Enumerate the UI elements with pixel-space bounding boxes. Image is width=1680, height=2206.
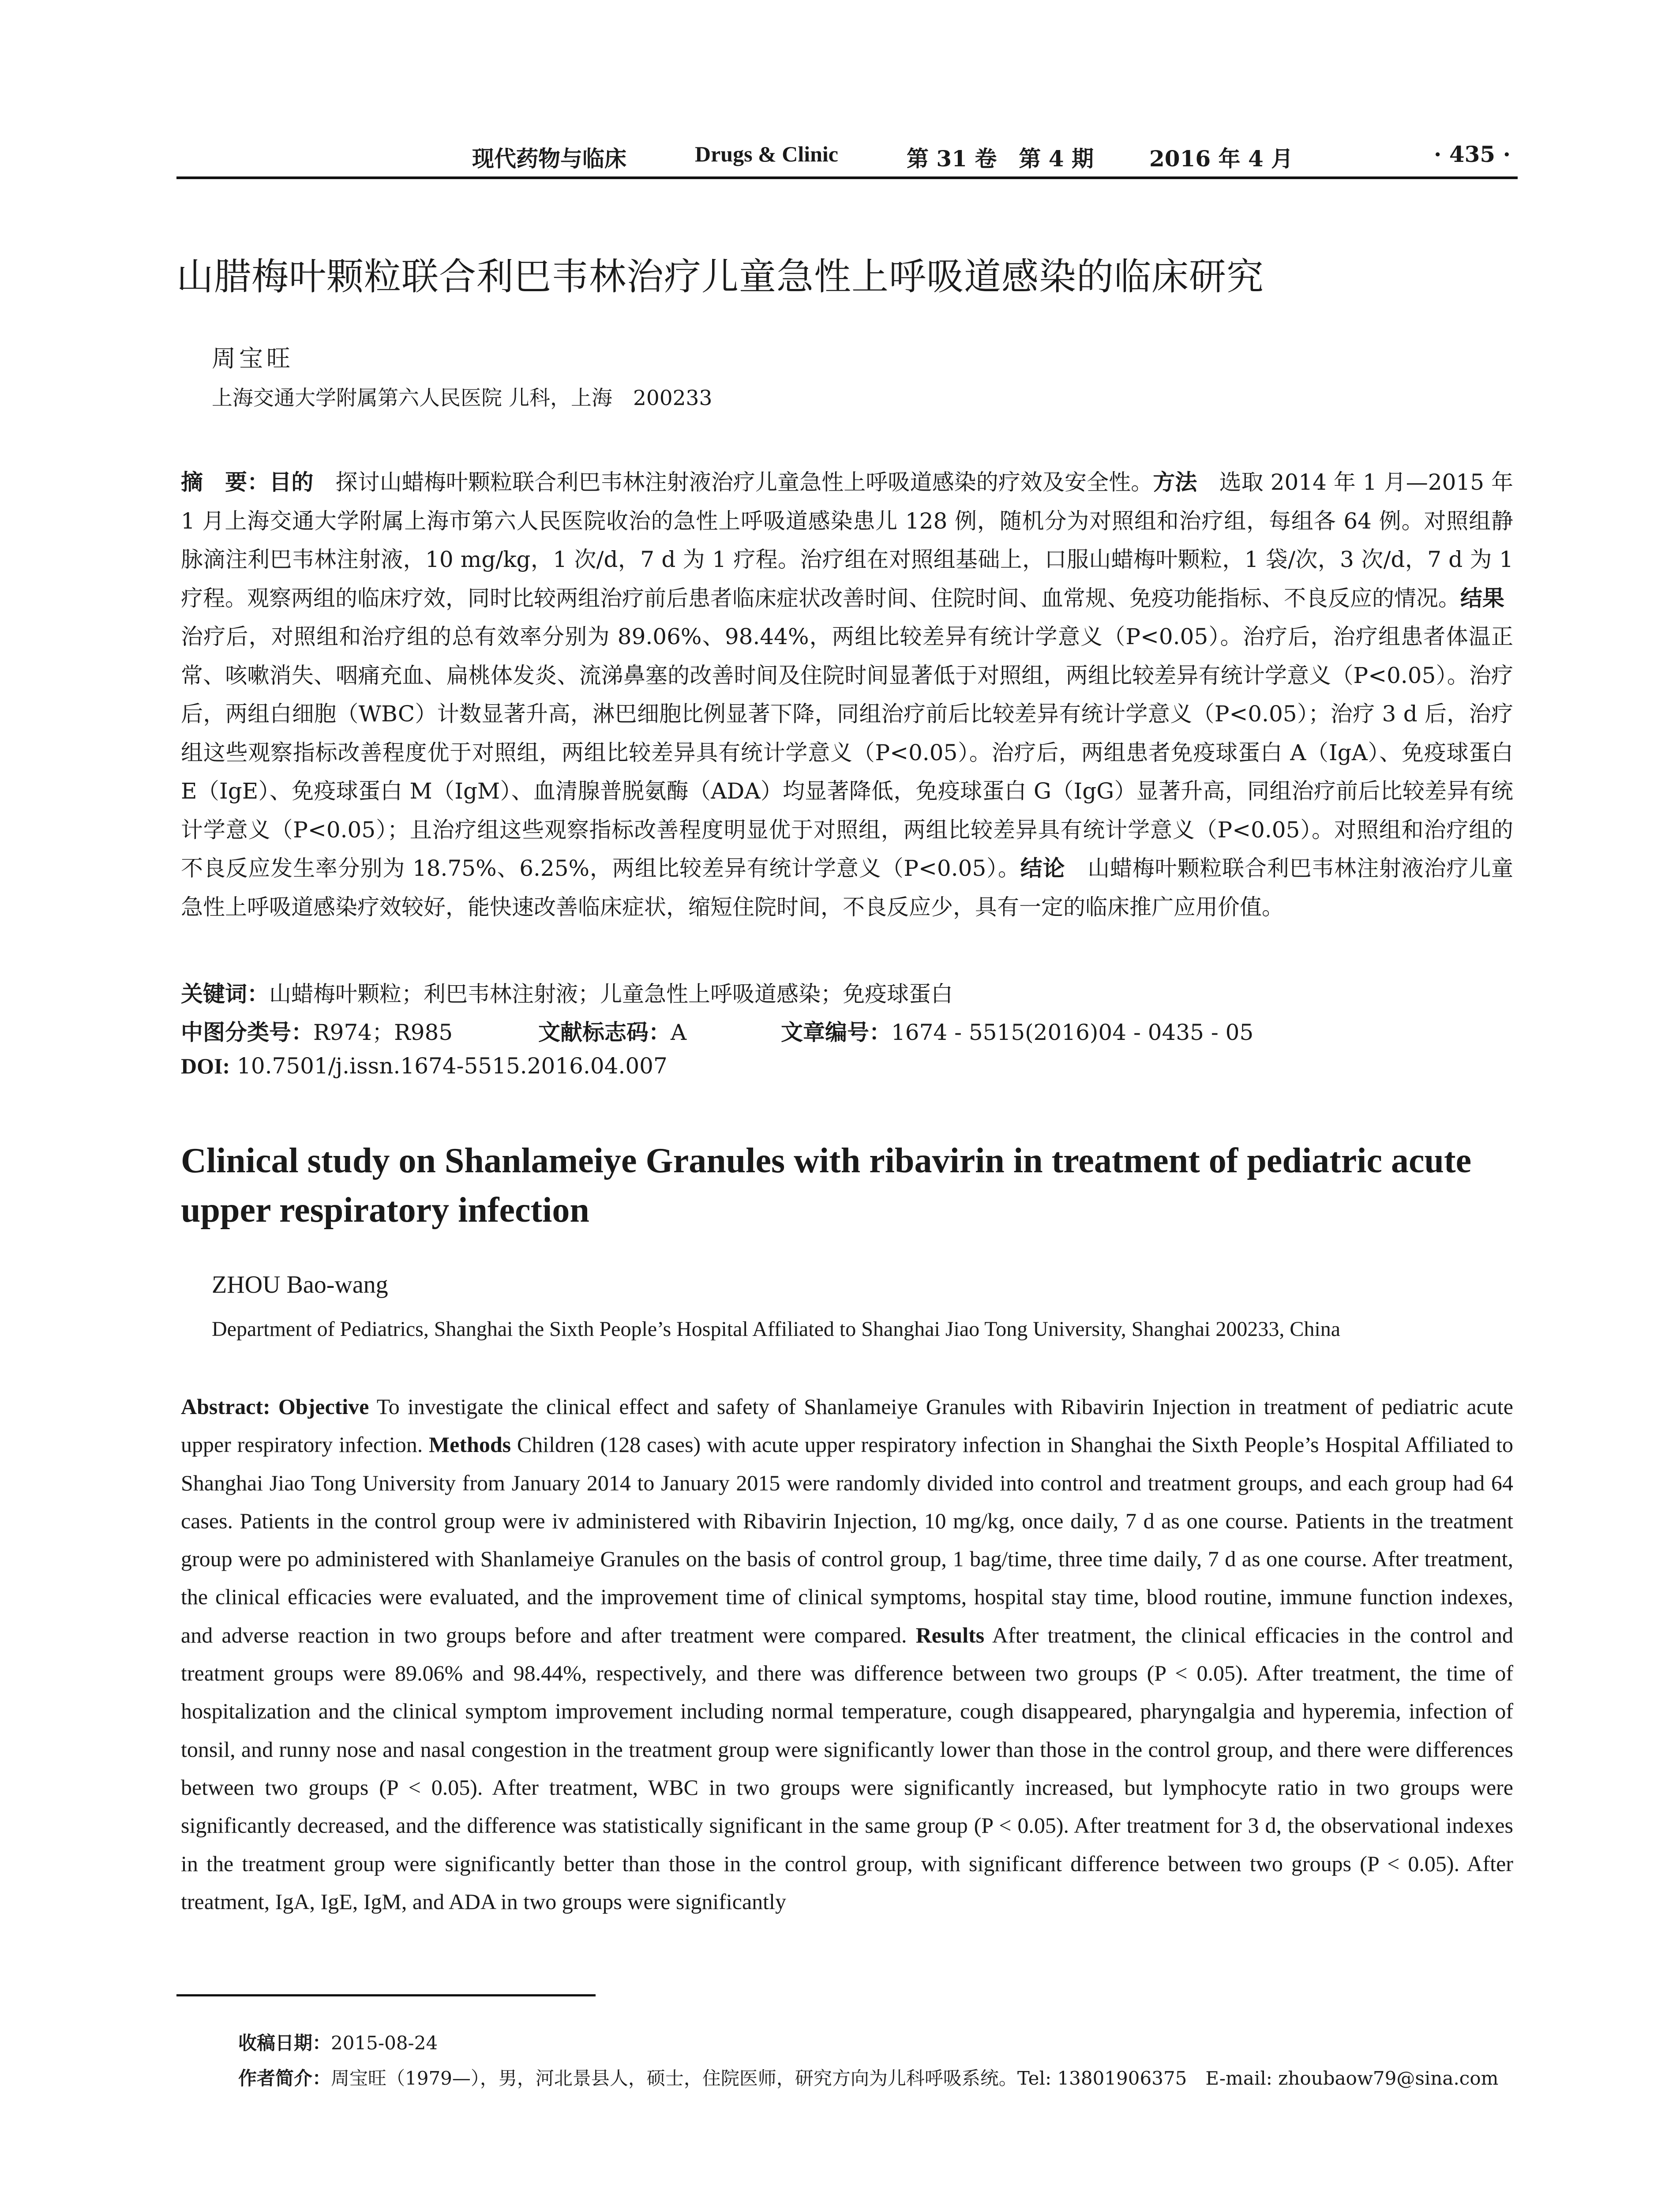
running-header <box>176 141 1518 176</box>
author-name-en: ZHOU Bao-wang <box>212 1271 388 1298</box>
footnote-rule <box>176 1994 596 1996</box>
received-date <box>238 2029 438 2055</box>
journal-name-en: Drugs & Clinic <box>695 142 838 166</box>
document-code <box>538 1015 686 1047</box>
results-text-en: After treatment, the clinical efficacies in the control and treatment groups were 89.06% and 98.44%, respectively, and there was difference between two groups (P < 0.05). After treatment, the time of hospitalization and the clinical symptom improvement including normal temperature, cough disappeared, pharyngalgia and hyperemia, infection of tonsil, and runny nose and nasal congestion in the treatment group were significantly lower than those in the control group, and there were differences between two groups (P < 0.05). After treatment, WBC in two groups were significantly increased, but lymphocyte ratio in two groups were significantly decreased, and the difference was statistically significant in the same group (P < 0.05). After treatment for 3 d, the observational indexes in the treatment group were significantly better than those in the control group, with significant difference between two groups (P < 0.05). After treatment, IgA, IgE, IgM, and ADA in two groups were significantly <box>181 1622 1513 1914</box>
results-label-en: Results <box>915 1622 985 1647</box>
paper-title-cn: 山腊梅叶颗粒联合利巴韦林治疗儿童急性上呼吸道感染的临床研究 <box>176 255 1264 298</box>
doc-code-label: 文献标志码： <box>538 1020 671 1045</box>
clc-value: R974；R985 <box>313 1020 453 1045</box>
issue-date: 2016 年 4 月 <box>1149 146 1294 172</box>
objective-label-en: Abstract: Objective <box>181 1394 369 1419</box>
author-name-cn: 周宝旺 <box>212 345 294 372</box>
results-label-cn: 结果 <box>1460 585 1504 611</box>
article-number-value: 1674 - 5515(2016)04 - 0435 - 05 <box>891 1020 1254 1045</box>
methods-text-en: Children (128 cases) with acute upper respiratory infection in Shanghai the Sixth People’s Hospital Affiliated to Shanghai Jiao Tong University from January 2014 to January 2015 were randomly divided into control and treatment groups, and each group had 64 cases. Patients in the control group were iv administered with Ribavirin Injection, 10 mg/kg, once daily, 7 d as one course. Patients in the treatment group were po administered with Shanlameiye Granules on the basis of control group, 1 bag/time, three time daily, 7 d as one course. After treatment, the clinical efficacies were evaluated, and the improvement time of clinical symptoms, hospital stay time, blood routine, immune function indexes, and adverse reaction in two groups before and after treatment were compared. <box>181 1432 1513 1647</box>
article-number-label: 文章编号： <box>781 1020 891 1045</box>
doi-value: 10.7501/j.issn.1674-5515.2016.04.007 <box>230 1053 668 1079</box>
author-bio-label: 作者简介： <box>238 2067 331 2089</box>
affiliation-cn: 上海交通大学附属第六人民医院 儿科，上海 200233 <box>212 386 712 410</box>
methods-label-cn: 方法 <box>1153 469 1197 495</box>
article-number <box>781 1015 1253 1047</box>
volume-issue: 第 31 卷 第 4 期 <box>907 146 1094 172</box>
affiliation-en: Department of Pediatrics, Shanghai the Sixth People’s Hospital Affiliated to Shanghai Jiao Tong University, Shanghai 200233, China <box>212 1317 1341 1341</box>
objective-text-en: To investigate the clinical effect and safety of Shanlameiye Granules with Ribavirin Injection in treatment of pediatric acute upper respiratory infection. <box>181 1394 1513 1457</box>
author-bio-text: 周宝旺（1979—），男，河北景县人，硕士，住院医师，研究方向为儿科呼吸系统。Tel: 13801906375 E-mail: zhoubaow79@sina.com <box>331 2067 1499 2089</box>
journal-name-cn: 现代药物与临床 <box>472 146 626 172</box>
methods-text-cn: 选取 2014 年 1 月—2015 年 1 月上海交通大学附属上海市第六人民医院收治的急性上呼吸道感染患儿 128 例，随机分为对照组和治疗组，每组各 64 例。对照组静脉滴注利巴韦林注射液，10 mg/kg，1 次/d，7 d 为 1 疗程。治疗组在对照组基础上，口服山蜡梅叶颗粒，1 袋/次，3 次/d，7 d 为 1 疗程。观察两组的临床疗效，同时比较两组治疗前后患者临床症状改善时间、住院时间、血常规、免疫功能指标、不良反应的情况。 <box>181 469 1514 611</box>
keywords-text: 山蜡梅叶颗粒；利巴韦林注射液；儿童急性上呼吸道感染；免疫球蛋白 <box>269 981 953 1007</box>
abstract-en <box>181 1388 1513 1921</box>
author-bio <box>238 2064 1498 2090</box>
abstract-cn <box>181 463 1526 927</box>
conclusion-text-cn: 山蜡梅叶颗粒联合利巴韦林注射液治疗儿童急性上呼吸道感染疗效较好，能快速改善临床症状，缩短住院时间，不良反应少，具有一定的临床推广应用价值。 <box>181 855 1514 920</box>
doi-label: DOI: <box>181 1054 230 1078</box>
keywords-line <box>181 976 953 1008</box>
page-number: · 435 · <box>1434 141 1511 167</box>
methods-label-en: Methods <box>428 1432 511 1457</box>
received-label: 收稿日期： <box>238 2032 331 2054</box>
paper-title-en: Clinical study on Shanlameiye Granules with ribavirin in treatment of pediatric acute upper respiratory infection <box>181 1141 1472 1230</box>
keywords-label: 关键词： <box>181 981 269 1007</box>
received-value: 2015-08-24 <box>331 2032 438 2054</box>
clc-label: 中图分类号： <box>181 1020 313 1045</box>
results-text-cn: 治疗后，对照组和治疗组的总有效率分别为 89.06%、98.44%，两组比较差异有统计学意义（P<0.05）。治疗后，治疗组患者体温正常、咳嗽消失、咽痛充血、扁桃体发炎、流涕鼻塞的改善时间及住院时间显著低于对照组，两组比较差异有统计学意义（P<0.05）。治疗后，两组白细胞（WBC）计数显著升高，淋巴细胞比例显著下降，同组治疗前后比较差异有统计学意义（P<0.05）；治疗 3 d 后，治疗组这些观察指标改善程度优于对照组，两组比较差异具有统计学意义（P<0.05）。治疗后，两组患者免疫球蛋白 A（IgA）、免疫球蛋白 E（IgE）、免疫球蛋白 M（IgM）、血清腺普脱氨酶（ADA）均显著降低，免疫球蛋白 G（IgG）显著升高，同组治疗前后比较差异有统计学意义（P<0.05）；且治疗组这些观察指标改善程度明显优于对照组，两组比较差异具有统计学意义（P<0.05）。对照组和治疗组的不良反应发生率分别为 18.75%、6.25%，两组比较差异有统计学意义（P<0.05）。 <box>181 585 1526 881</box>
header-rule <box>176 176 1518 179</box>
clc-code <box>181 1015 453 1047</box>
doc-code-value: A <box>671 1020 687 1045</box>
abstract-label-cn: 摘 要： <box>181 469 270 495</box>
conclusion-label-cn: 结论 <box>1020 855 1065 881</box>
objective-text-cn: 探讨山蜡梅叶颗粒联合利巴韦林注射液治疗儿童急性上呼吸道感染的疗效及安全性。 <box>313 469 1153 495</box>
doi-line <box>181 1053 668 1079</box>
objective-label-cn: 目的 <box>269 469 314 495</box>
